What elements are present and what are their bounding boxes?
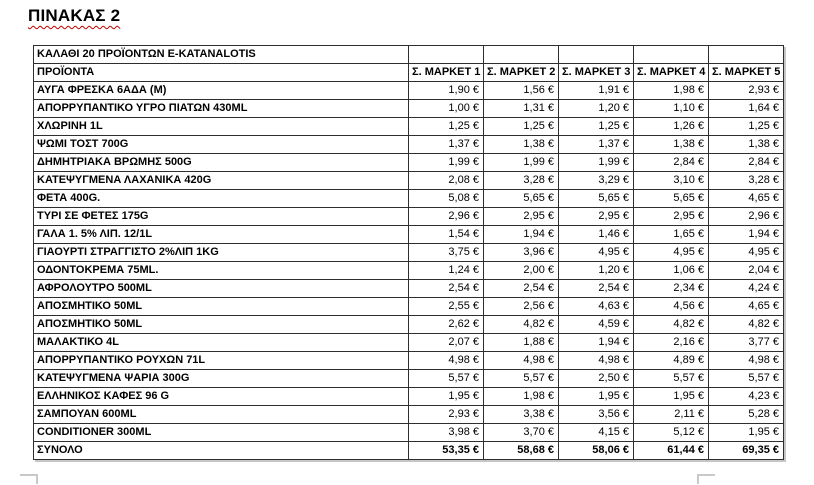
price-cell[interactable]: 1,20 € — [559, 100, 634, 118]
price-cell[interactable]: 3,29 € — [559, 172, 634, 190]
price-cell[interactable]: 1,25 € — [559, 118, 634, 136]
price-cell[interactable]: 4,82 € — [484, 316, 559, 334]
table-row — [34, 262, 784, 280]
price-cell[interactable]: 1,38 € — [709, 136, 784, 154]
header-row — [34, 64, 784, 82]
price-cell[interactable]: 2,62 € — [409, 316, 484, 334]
price-cell[interactable]: 3,28 € — [484, 172, 559, 190]
price-cell[interactable]: 5,57 € — [634, 370, 709, 388]
total-value-cell[interactable]: 69,35 € — [709, 442, 784, 460]
price-cell[interactable]: 2,54 € — [484, 280, 559, 298]
product-name-cell[interactable]: ΣΑΜΠΟΥΑΝ 600ML — [34, 406, 409, 424]
total-value-cell[interactable]: 58,68 € — [484, 442, 559, 460]
price-cell[interactable]: 1,38 € — [484, 136, 559, 154]
price-cell[interactable]: 5,65 € — [559, 190, 634, 208]
price-cell[interactable]: 1,95 € — [409, 388, 484, 406]
price-cell[interactable]: 1,94 € — [559, 334, 634, 352]
price-cell[interactable]: 1,56 € — [484, 82, 559, 100]
price-cell[interactable]: 4,95 € — [709, 244, 784, 262]
price-cell[interactable]: 1,06 € — [634, 262, 709, 280]
table-row — [34, 316, 784, 334]
product-name-cell[interactable]: ΧΛΩΡΙΝΗ 1L — [34, 118, 409, 136]
basket-price-table — [33, 45, 784, 460]
price-cell[interactable]: 5,57 € — [709, 370, 784, 388]
market-header-cell[interactable]: Σ. ΜΑΡΚΕΤ 1 — [409, 64, 484, 82]
price-cell[interactable]: 1,54 € — [409, 226, 484, 244]
product-name-cell[interactable]: ΓΙΑΟΥΡΤΙ ΣΤΡΑΓΓΙΣΤΟ 2%ΛΙΠ 1KG — [34, 244, 409, 262]
total-value-cell[interactable]: 53,35 € — [409, 442, 484, 460]
price-cell[interactable]: 5,08 € — [409, 190, 484, 208]
product-rows — [34, 82, 784, 442]
price-cell[interactable]: 1,91 € — [559, 82, 634, 100]
price-cell[interactable]: 2,95 € — [559, 208, 634, 226]
table-row — [34, 172, 784, 190]
products-header-cell[interactable]: ΠΡΟΪΟΝΤΑ — [34, 64, 409, 82]
product-name-cell[interactable]: ΕΛΛΗΝΙΚΟΣ ΚΑΦΕΣ 96 G — [34, 388, 409, 406]
table-row — [34, 136, 784, 154]
price-cell[interactable]: 2,07 € — [409, 334, 484, 352]
price-cell[interactable]: 1,26 € — [634, 118, 709, 136]
product-name-cell[interactable]: ΓΑΛΑ 1. 5% ΛΙΠ. 12/1L — [34, 226, 409, 244]
market-header-cell[interactable]: Σ. ΜΑΡΚΕΤ 3 — [559, 64, 634, 82]
price-cell[interactable]: 2,11 € — [634, 406, 709, 424]
price-cell[interactable]: 1,20 € — [559, 262, 634, 280]
table-row — [34, 208, 784, 226]
total-label-cell[interactable]: ΣΥΝΟΛΟ — [34, 442, 409, 460]
price-cell[interactable]: 5,57 € — [409, 370, 484, 388]
price-cell[interactable]: 2,96 € — [709, 208, 784, 226]
market-header-cell[interactable]: Σ. ΜΑΡΚΕΤ 5 — [709, 64, 784, 82]
price-cell[interactable]: 4,15 € — [559, 424, 634, 442]
empty-cell[interactable] — [559, 46, 634, 64]
price-cell[interactable]: 1,38 € — [634, 136, 709, 154]
product-name-cell[interactable]: ΦΕΤΑ 400G. — [34, 190, 409, 208]
price-cell[interactable]: 2,54 € — [559, 280, 634, 298]
table-row — [34, 298, 784, 316]
price-cell[interactable]: 4,98 € — [484, 352, 559, 370]
product-name-cell[interactable]: ΨΩΜΙ ΤΟΣΤ 700G — [34, 136, 409, 154]
product-name-cell[interactable]: ΑΠΟΣΜΗΤΙΚΟ 50ML — [34, 298, 409, 316]
product-name-cell[interactable]: ΑΦΡΟΛΟΥΤΡΟ 500ML — [34, 280, 409, 298]
price-cell[interactable]: 1,46 € — [559, 226, 634, 244]
price-cell[interactable]: 2,95 € — [634, 208, 709, 226]
price-cell[interactable]: 1,98 € — [484, 388, 559, 406]
price-cell[interactable]: 1,99 € — [409, 154, 484, 172]
price-cell[interactable]: 4,24 € — [709, 280, 784, 298]
empty-cell[interactable] — [709, 46, 784, 64]
empty-cell[interactable] — [484, 46, 559, 64]
price-cell[interactable]: 2,84 € — [634, 154, 709, 172]
price-cell[interactable]: 4,98 € — [409, 352, 484, 370]
table-row — [34, 118, 784, 136]
price-cell[interactable]: 4,95 € — [634, 244, 709, 262]
price-cell[interactable]: 4,98 € — [559, 352, 634, 370]
price-cell[interactable]: 1,94 € — [709, 226, 784, 244]
price-cell[interactable]: 3,56 € — [559, 406, 634, 424]
price-cell[interactable]: 5,57 € — [484, 370, 559, 388]
price-cell[interactable]: 3,75 € — [409, 244, 484, 262]
price-cell[interactable]: 2,84 € — [709, 154, 784, 172]
basket-label-cell[interactable]: ΚΑΛΑΘΙ 20 ΠΡΟΪΟΝΤΩΝ E-KATANALOTIS — [34, 46, 409, 64]
price-cell[interactable]: 4,56 € — [634, 298, 709, 316]
table-row — [34, 226, 784, 244]
price-cell[interactable]: 3,10 € — [634, 172, 709, 190]
market-header-cell[interactable]: Σ. ΜΑΡΚΕΤ 4 — [634, 64, 709, 82]
price-cell[interactable]: 4,59 € — [559, 316, 634, 334]
price-cell[interactable]: 1,25 € — [709, 118, 784, 136]
price-cell[interactable]: 1,37 € — [559, 136, 634, 154]
price-cell[interactable]: 4,89 € — [634, 352, 709, 370]
price-cell[interactable]: 2,96 € — [409, 208, 484, 226]
product-name-cell[interactable]: ΟΔΟΝΤΟΚΡΕΜΑ 75ML. — [34, 262, 409, 280]
total-value-cell[interactable]: 61,44 € — [634, 442, 709, 460]
price-cell[interactable]: 1,25 € — [484, 118, 559, 136]
price-cell[interactable]: 5,12 € — [634, 424, 709, 442]
product-name-cell[interactable]: ΑΠΟΡΡΥΠΑΝΤΙΚΟ ΡΟΥΧΩΝ 71L — [34, 352, 409, 370]
price-cell[interactable]: 4,65 € — [709, 190, 784, 208]
price-cell[interactable]: 1,00 € — [409, 100, 484, 118]
price-cell[interactable]: 3,28 € — [709, 172, 784, 190]
price-cell[interactable]: 2,54 € — [409, 280, 484, 298]
price-cell[interactable]: 2,55 € — [409, 298, 484, 316]
table-row — [34, 424, 784, 442]
empty-cell[interactable] — [634, 46, 709, 64]
price-cell[interactable]: 2,93 € — [709, 82, 784, 100]
price-cell[interactable]: 1,88 € — [484, 334, 559, 352]
product-name-cell[interactable]: ΚΑΤΕΨΥΓΜΕΝΑ ΛΑΧΑΝΙΚΑ 420G — [34, 172, 409, 190]
price-cell[interactable]: 1,95 € — [709, 424, 784, 442]
price-cell[interactable]: 4,98 € — [709, 352, 784, 370]
table-row — [34, 334, 784, 352]
product-name-cell[interactable]: ΔΗΜΗΤΡΙΑΚΑ ΒΡΩΜΗΣ 500G — [34, 154, 409, 172]
table-row — [34, 100, 784, 118]
product-name-cell[interactable]: ΤΥΡΙ ΣΕ ΦΕΤΕΣ 175G — [34, 208, 409, 226]
table-row — [34, 244, 784, 262]
price-cell[interactable]: 1,90 € — [409, 82, 484, 100]
basket-title-row — [34, 46, 784, 64]
table-row — [34, 280, 784, 298]
price-cell[interactable]: 2,50 € — [559, 370, 634, 388]
table-row — [34, 406, 784, 424]
price-cell[interactable]: 3,96 € — [484, 244, 559, 262]
table-row — [34, 82, 784, 100]
price-cell[interactable]: 3,70 € — [484, 424, 559, 442]
product-name-cell[interactable]: ΑΠΟΡΡΥΠΑΝΤΙΚΟ ΥΓΡΟ ΠΙΑΤΩΝ 430ML — [34, 100, 409, 118]
table-row — [34, 388, 784, 406]
table-row — [34, 154, 784, 172]
product-name-cell[interactable]: ΜΑΛΑΚΤΙΚΟ 4L — [34, 334, 409, 352]
price-cell[interactable]: 2,16 € — [634, 334, 709, 352]
price-cell[interactable]: 2,04 € — [709, 262, 784, 280]
price-cell[interactable]: 3,77 € — [709, 334, 784, 352]
total-value-cell[interactable]: 58,06 € — [559, 442, 634, 460]
price-cell[interactable]: 1,65 € — [634, 226, 709, 244]
table-row — [34, 352, 784, 370]
price-cell[interactable]: 1,95 € — [559, 388, 634, 406]
price-cell[interactable]: 4,82 € — [709, 316, 784, 334]
price-cell[interactable]: 4,82 € — [634, 316, 709, 334]
price-cell[interactable]: 1,95 € — [634, 388, 709, 406]
price-cell[interactable]: 2,34 € — [634, 280, 709, 298]
price-cell[interactable]: 5,65 € — [634, 190, 709, 208]
product-name-cell[interactable]: CONDITIONER 300ML — [34, 424, 409, 442]
price-cell[interactable]: 1,98 € — [634, 82, 709, 100]
product-name-cell[interactable]: ΑΥΓΑ ΦΡΕΣΚΑ 6ΑΔΑ (Μ) — [34, 82, 409, 100]
price-cell[interactable]: 4,23 € — [709, 388, 784, 406]
price-cell[interactable]: 2,95 € — [484, 208, 559, 226]
price-cell[interactable]: 1,10 € — [634, 100, 709, 118]
price-cell[interactable]: 1,94 € — [484, 226, 559, 244]
price-cell[interactable]: 5,28 € — [709, 406, 784, 424]
page-margin-crop-mark — [20, 474, 38, 484]
price-cell[interactable]: 1,24 € — [409, 262, 484, 280]
price-cell[interactable]: 4,63 € — [559, 298, 634, 316]
price-cell[interactable]: 1,99 € — [484, 154, 559, 172]
price-cell[interactable]: 1,25 € — [409, 118, 484, 136]
price-cell[interactable]: 4,95 € — [559, 244, 634, 262]
price-cell[interactable]: 3,98 € — [409, 424, 484, 442]
price-cell[interactable]: 2,08 € — [409, 172, 484, 190]
total-row — [34, 442, 784, 460]
selected-cell[interactable] — [409, 46, 484, 64]
price-cell[interactable]: 1,99 € — [559, 154, 634, 172]
table-row — [34, 190, 784, 208]
price-cell[interactable]: 1,64 € — [709, 100, 784, 118]
product-name-cell[interactable]: ΚΑΤΕΨΥΓΜΕΝΑ ΨΑΡΙΑ 300G — [34, 370, 409, 388]
product-name-cell[interactable]: ΑΠΟΣΜΗΤΙΚΟ 50ML — [34, 316, 409, 334]
page-margin-crop-mark — [697, 474, 715, 484]
price-cell[interactable]: 1,31 € — [484, 100, 559, 118]
price-cell[interactable]: 2,00 € — [484, 262, 559, 280]
price-cell[interactable]: 2,56 € — [484, 298, 559, 316]
table-row — [34, 370, 784, 388]
price-cell[interactable]: 5,65 € — [484, 190, 559, 208]
price-cell[interactable]: 1,37 € — [409, 136, 484, 154]
price-cell[interactable]: 3,38 € — [484, 406, 559, 424]
price-cell[interactable]: 2,93 € — [409, 406, 484, 424]
page-title: ΠΙΝΑΚΑΣ 2 — [28, 6, 121, 25]
market-header-cell[interactable]: Σ. ΜΑΡΚΕΤ 2 — [484, 64, 559, 82]
price-cell[interactable]: 4,65 € — [709, 298, 784, 316]
